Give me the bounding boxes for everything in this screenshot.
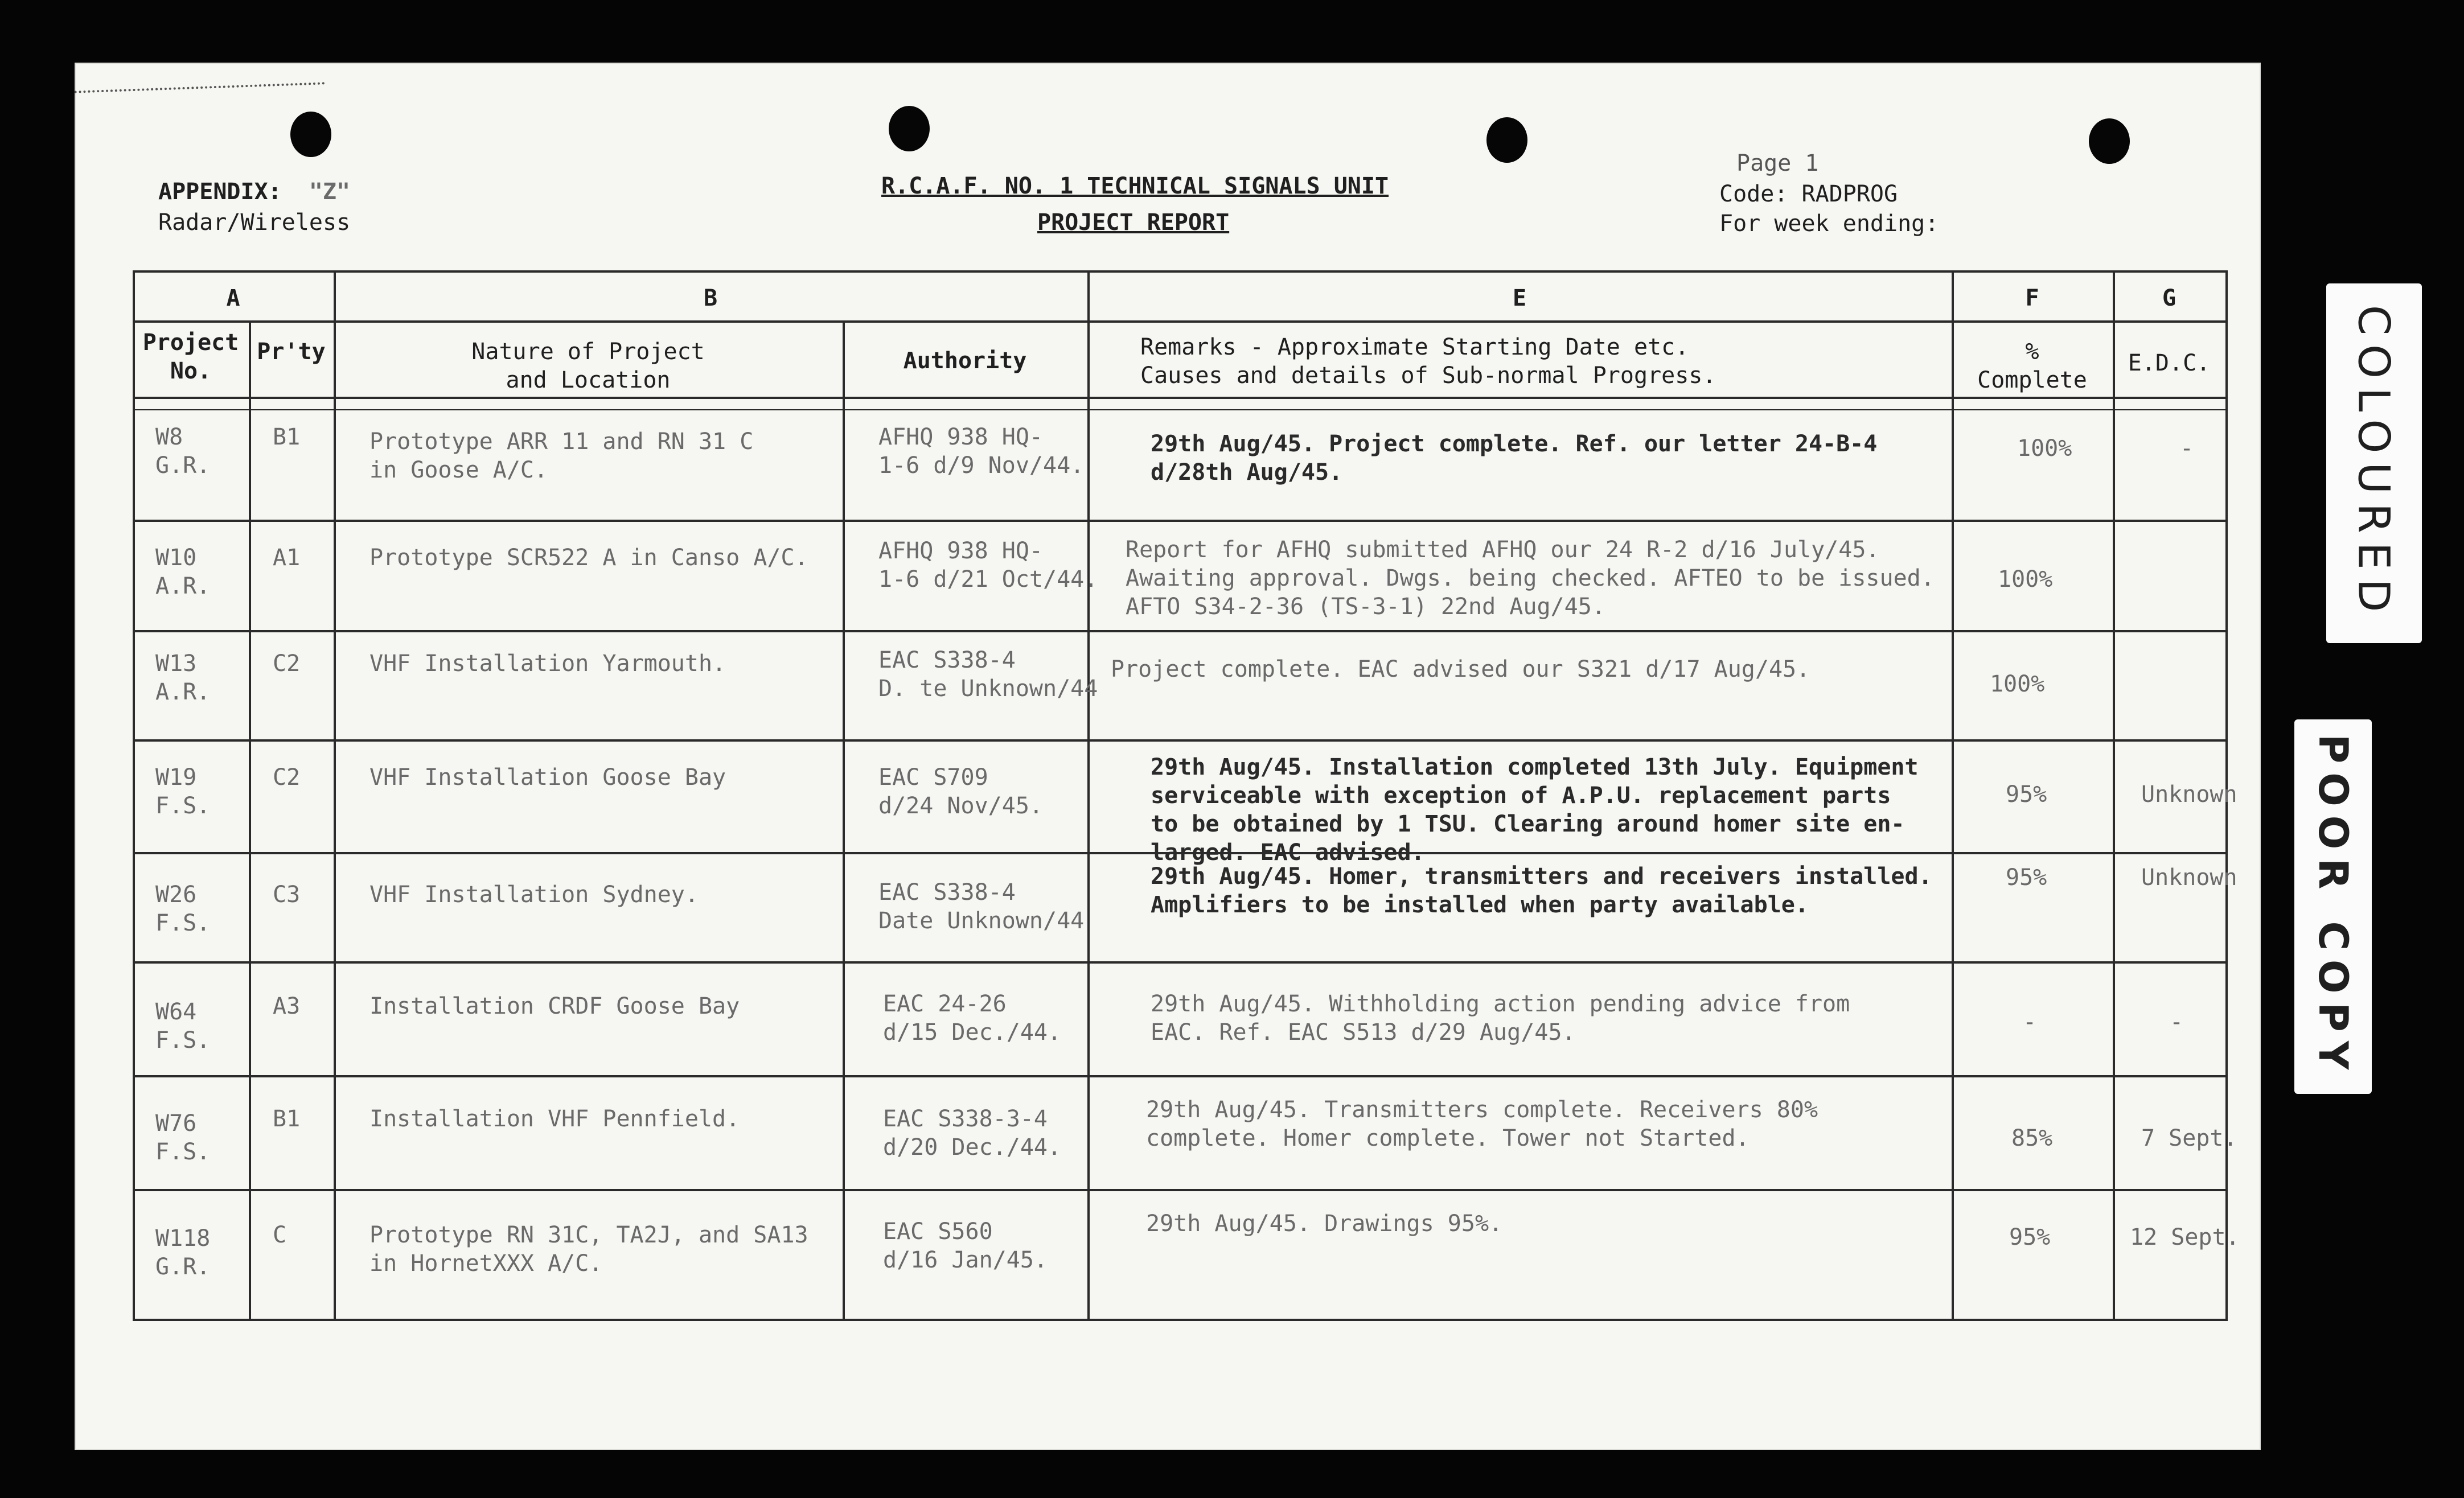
group-header-f: F <box>2025 285 2039 311</box>
row3-complete: 100% <box>1990 671 2045 697</box>
row4-authority: EAC S709 d/24 Nov/45. <box>878 764 1043 819</box>
row4-remarks: 29th Aug/45. Installation completed 13th July. Equipment serviceable with exception of A.P.U. replacement parts to be obtained by 1 TSU. Clearing around homer site en- larged. EAC advised. <box>1151 754 1919 866</box>
col-header-complete: % Complete <box>1977 339 2087 393</box>
row8-nature: Prototype RN 31C, TA2J, and SA13 in HornetXXX A/C. <box>369 1222 808 1277</box>
punch-hole-1 <box>290 112 331 157</box>
row8-priority: C <box>273 1222 287 1248</box>
appendix-label: APPENDIX: "Z" <box>158 179 351 205</box>
row2-remarks: Report for AFHQ submitted AFHQ our 24 R-2 d/16 July/45. Awaiting approval. Dwgs. being checked. AFTEO to be issued. AFTO S34-2-36 (TS-3-1) 22nd Aug/45. <box>1126 537 1935 620</box>
row1-authority: AFHQ 938 HQ- 1-6 d/9 Nov/44. <box>878 424 1085 479</box>
punch-hole-3 <box>1486 117 1527 163</box>
week-ending: For week ending: <box>1719 211 1939 237</box>
poor-copy-label: POOR COPY <box>2310 734 2356 1079</box>
punch-hole-4 <box>2089 118 2130 164</box>
report-code: Code: RADPROG <box>1719 181 1898 207</box>
unit-title: R.C.A.F. NO. 1 TECHNICAL SIGNALS UNIT <box>881 173 1389 199</box>
row6-authority: EAC 24-26 d/15 Dec./44. <box>883 991 1062 1046</box>
row8-complete: 95% <box>2009 1224 2051 1250</box>
col-header-authority: Authority <box>903 348 1027 374</box>
row7-authority: EAC S338-3-4 d/20 Dec./44. <box>883 1106 1062 1160</box>
punch-hole-2 <box>889 106 930 151</box>
row1-project-no: W8 G.R. <box>155 424 211 479</box>
row2-authority: AFHQ 938 HQ- 1-6 d/21 Oct/44. <box>878 538 1098 592</box>
row5-project-no: W26 F.S. <box>155 882 211 936</box>
row6-nature: Installation CRDF Goose Bay <box>369 993 740 1019</box>
project-table <box>133 270 2240 1321</box>
row7-nature: Installation VHF Pennfield. <box>369 1106 740 1132</box>
row1-nature: Prototype ARR 11 and RN 31 C in Goose A/C. <box>369 429 754 483</box>
row4-edc: Unknown <box>2141 781 2237 808</box>
page-number: Page 1 <box>1736 150 1819 176</box>
row1-priority: B1 <box>273 424 301 450</box>
col-header-project-no: Project No. <box>142 330 239 384</box>
col-header-nature: Nature of Project and Location <box>471 339 705 393</box>
row5-remarks: 29th Aug/45. Homer, transmitters and receivers installed. Amplifiers to be installed when party available. <box>1151 863 1932 918</box>
row3-nature: VHF Installation Yarmouth. <box>369 651 726 677</box>
row4-priority: C2 <box>273 764 301 791</box>
row8-remarks: 29th Aug/45. Drawings 95%. <box>1146 1211 1503 1237</box>
row7-complete: 85% <box>2011 1125 2053 1151</box>
coloured-label-card <box>2326 283 2422 643</box>
row7-edc: 7 Sept. <box>2141 1125 2237 1151</box>
row4-complete: 95% <box>2006 781 2047 808</box>
row7-priority: B1 <box>273 1106 301 1132</box>
row5-authority: EAC S338-4 Date Unknown/44 <box>878 879 1085 934</box>
row5-complete: 95% <box>2006 865 2047 891</box>
row2-complete: 100% <box>1998 566 2053 592</box>
margin-scribble <box>75 82 326 109</box>
row5-priority: C3 <box>273 882 301 908</box>
row3-priority: C2 <box>273 651 301 677</box>
group-header-e: E <box>1512 285 1527 311</box>
row3-authority: EAC S338-4 D. te Unknown/44 <box>878 647 1098 702</box>
row5-edc: Unknown <box>2141 865 2237 891</box>
row6-complete: - <box>2023 1009 2037 1035</box>
row3-remarks: Project complete. EAC advised our S321 d/17 Aug/45. <box>1111 656 1810 682</box>
row8-authority: EAC S560 d/16 Jan/45. <box>883 1219 1048 1273</box>
row2-project-no: W10 A.R. <box>155 545 211 599</box>
group-header-a: A <box>226 285 240 311</box>
row3-project-no: W13 A.R. <box>155 651 211 705</box>
col-header-priority: Pr'ty <box>257 339 326 365</box>
row6-remarks: 29th Aug/45. Withholding action pending advice from EAC. Ref. EAC S513 d/29 Aug/45. <box>1151 991 1850 1046</box>
row1-edc: - <box>2180 435 2194 462</box>
row7-project-no: W76 F.S. <box>155 1110 211 1165</box>
row8-edc: 12 Sept. <box>2130 1224 2240 1250</box>
group-header-g: G <box>2162 285 2176 311</box>
row1-remarks: 29th Aug/45. Project complete. Ref. our letter 24-B-4 d/28th Aug/45. <box>1151 431 1878 485</box>
col-header-edc: E.D.C. <box>2128 350 2211 376</box>
row2-priority: A1 <box>273 545 301 571</box>
row6-edc: - <box>2170 1009 2184 1035</box>
appendix-value: "Z" <box>309 179 351 205</box>
row8-project-no: W118 G.R. <box>155 1225 211 1280</box>
row4-nature: VHF Installation Goose Bay <box>369 764 726 791</box>
col-header-remarks: Remarks - Approximate Starting Date etc. Causes and details of Sub-normal Progress. <box>1140 334 1716 389</box>
row5-nature: VHF Installation Sydney. <box>369 882 699 908</box>
row1-complete: 100% <box>2017 435 2072 462</box>
row7-remarks: 29th Aug/45. Transmitters complete. Receivers 80% complete. Homer complete. Tower not Started. <box>1146 1097 1818 1151</box>
row6-project-no: W64 F.S. <box>155 999 211 1053</box>
row6-priority: A3 <box>273 993 301 1019</box>
report-title: PROJECT REPORT <box>1037 209 1230 236</box>
poor-copy-label-card <box>2294 719 2372 1094</box>
row4-project-no: W19 F.S. <box>155 764 211 819</box>
row2-nature: Prototype SCR522 A in Canso A/C. <box>369 545 808 571</box>
group-header-b: B <box>703 285 718 311</box>
coloured-label: COLOURED <box>2348 305 2400 622</box>
section-label: Radar/Wireless <box>158 209 351 236</box>
